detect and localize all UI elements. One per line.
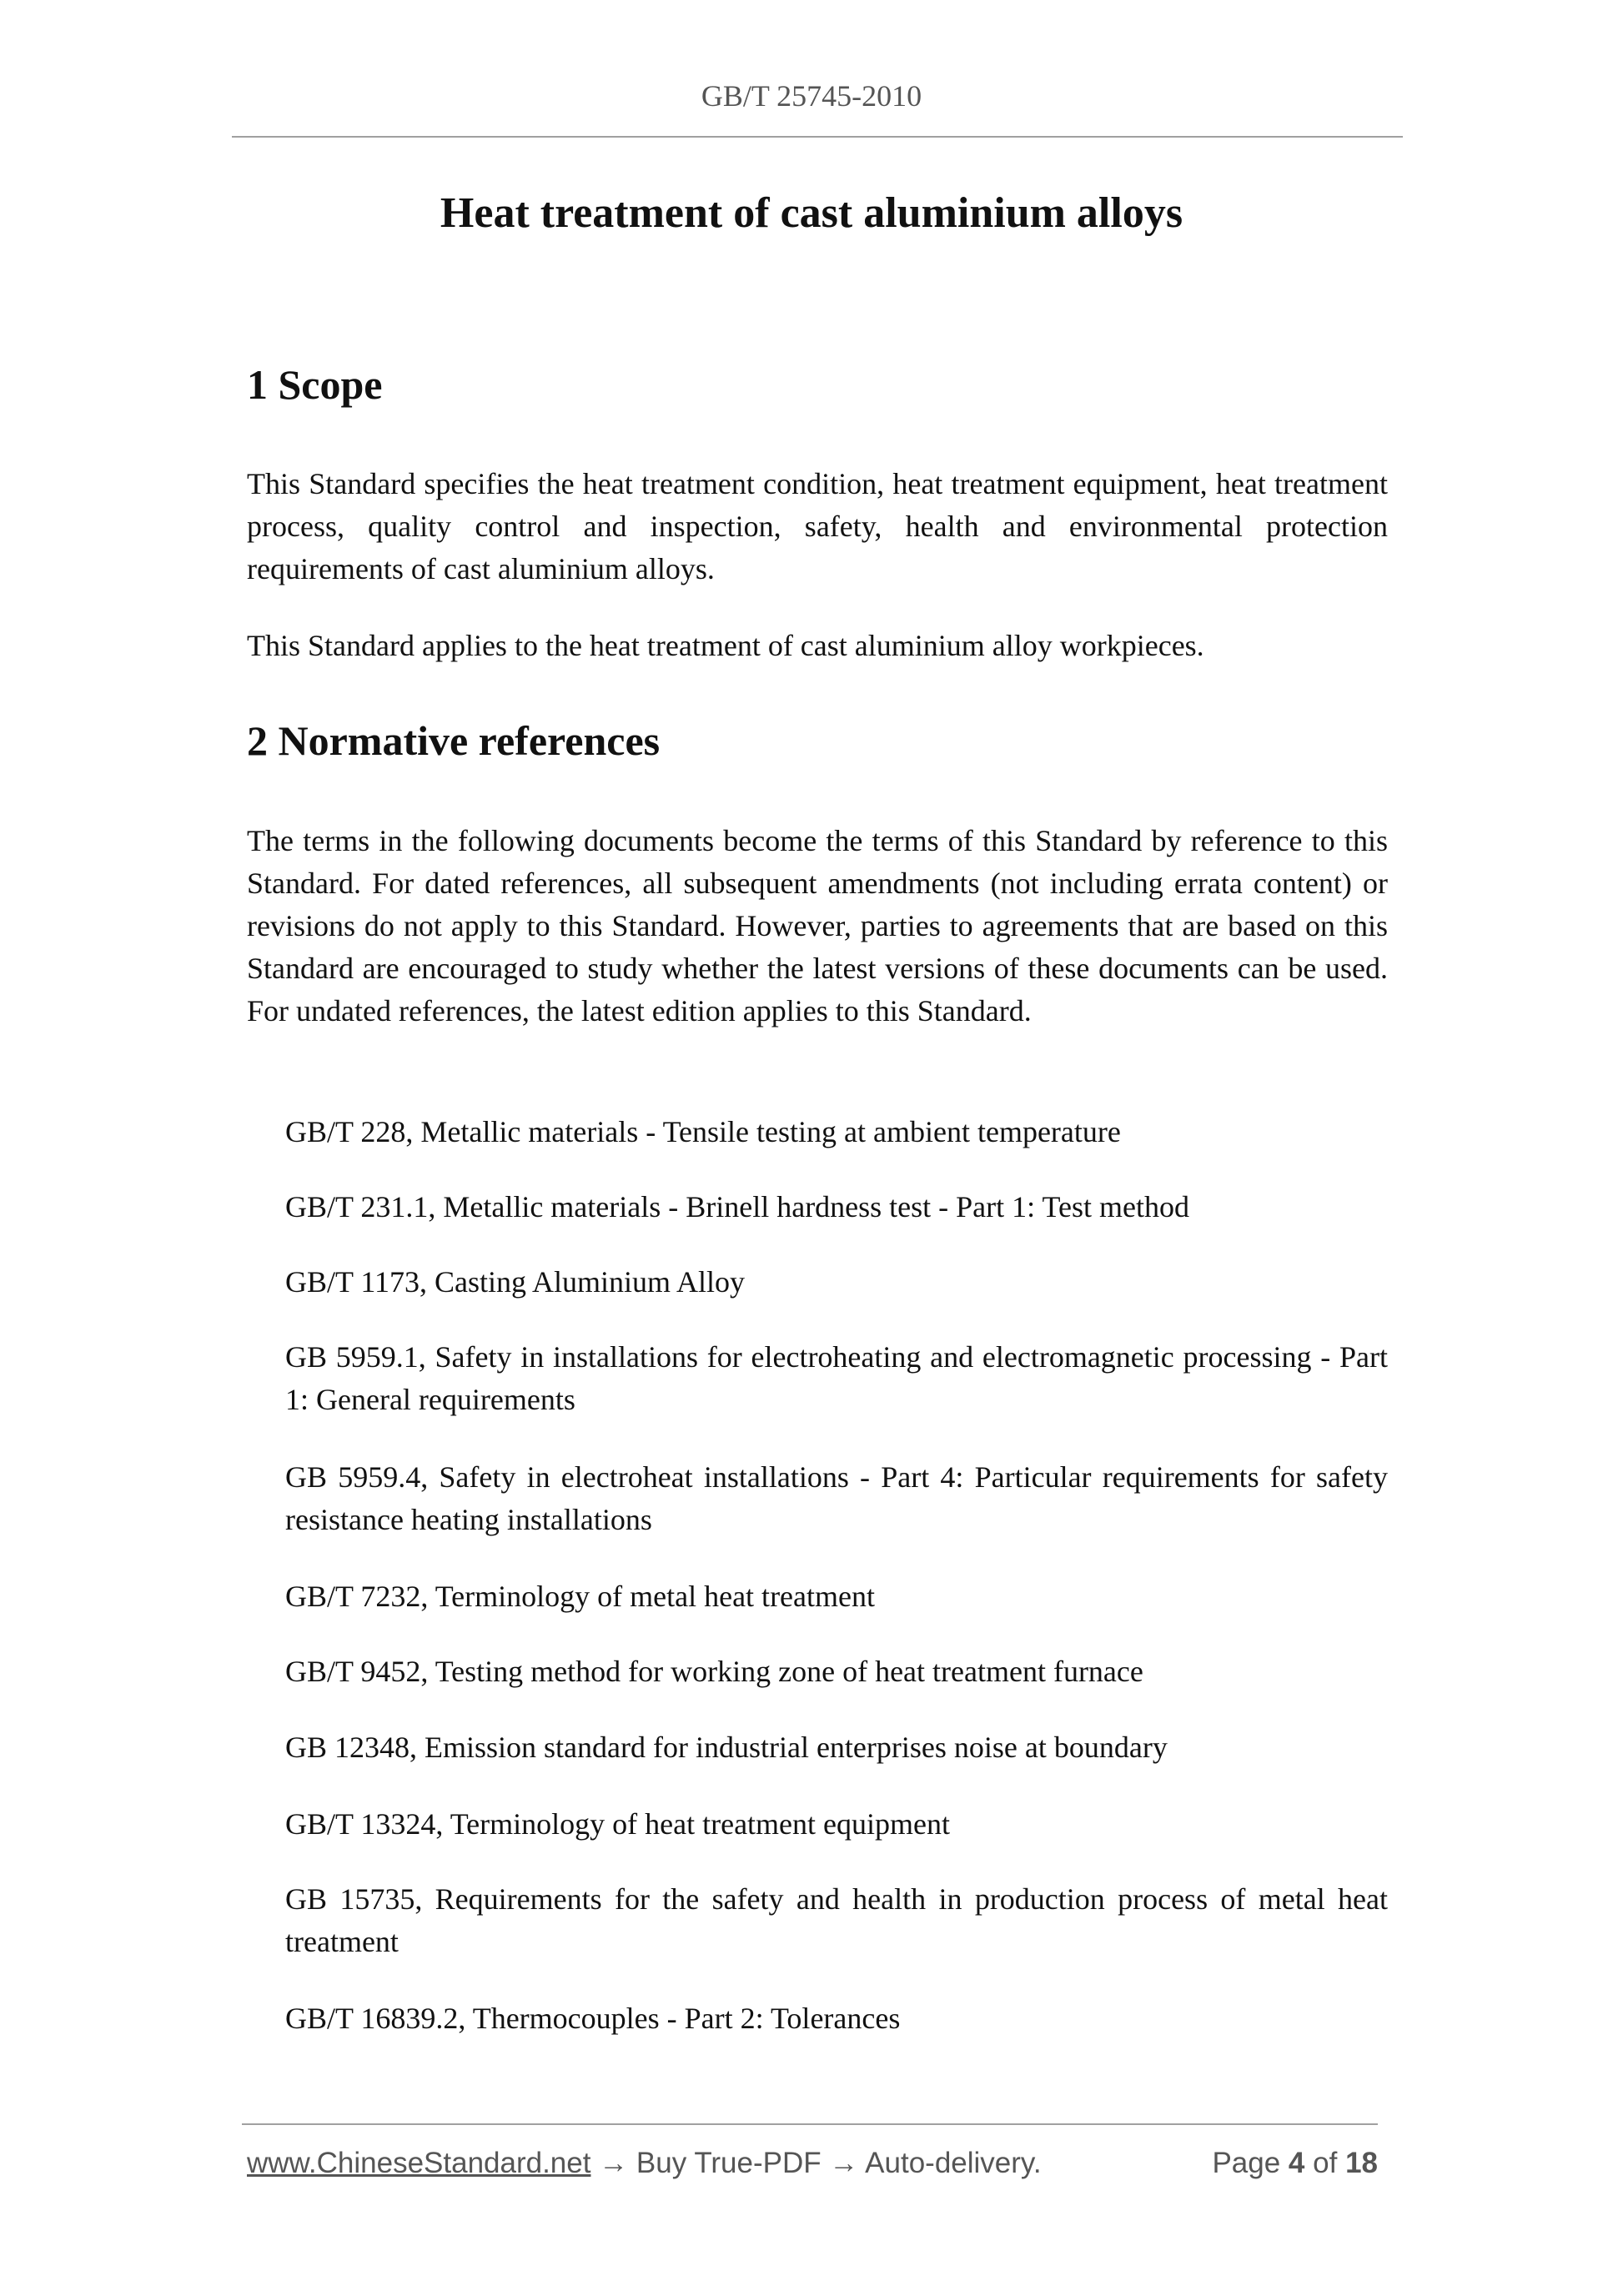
of-label: of bbox=[1313, 2147, 1338, 2179]
reference-item: GB/T 231.1, Metallic materials - Brinell hardness test - Part 1: Test method bbox=[285, 1190, 1189, 1223]
page-footer bbox=[247, 2147, 1378, 2180]
reference-item: GB/T 228, Metallic materials - Tensile testing at ambient temperature bbox=[285, 1115, 1121, 1148]
footer-promo bbox=[247, 2147, 1042, 2180]
paragraph: This Standard specifies the heat treatment condition, heat treatment equipment, heat treatment process, quality control and inspection, safety, health and environmental protection requirements of cast aluminium alloys. bbox=[247, 467, 1388, 585]
reference-item: GB 5959.1, Safety in installations for electroheating and electromagnetic processing - Part 1: General requirements bbox=[285, 1340, 1388, 1416]
paragraph: The terms in the following documents become the terms of this Standard by reference to this Standard. For dated references, all subsequent amendments (not including errata content) or revisions do not apply to this Standard. However, parties to agreements that are based on this Standard are encouraged to study whether the latest versions of these documents can be used. For undated references, the latest edition applies to this Standard. bbox=[247, 824, 1388, 1027]
current-page: 4 bbox=[1288, 2147, 1305, 2179]
section-heading-normative-references: 2 Normative references bbox=[247, 717, 661, 764]
reference-item: GB/T 1173, Casting Aluminium Alloy bbox=[285, 1265, 746, 1299]
page-number bbox=[1212, 2147, 1378, 2180]
page-label: Page bbox=[1212, 2147, 1281, 2179]
document-title: Heat treatment of cast aluminium alloys bbox=[440, 189, 1183, 237]
reference-item: GB 12348, Emission standard for industrial enterprises noise at boundary bbox=[285, 1731, 1168, 1764]
website-link[interactable]: www.ChineseStandard.net bbox=[247, 2147, 591, 2179]
footer-divider bbox=[242, 2123, 1378, 2125]
reference-item: GB/T 7232, Terminology of metal heat treatment bbox=[285, 1580, 875, 1613]
reference-item: GB 15735, Requirements for the safety and health in production process of metal heat treatment bbox=[285, 1882, 1388, 1958]
footer-tagline: → Buy True-PDF → Auto-delivery. bbox=[590, 2147, 1042, 2179]
reference-item: GB/T 13324, Terminology of heat treatment equipment bbox=[285, 1807, 950, 1841]
reference-item: GB/T 9452, Testing method for working zone of heat treatment furnace bbox=[285, 1655, 1143, 1688]
document-header: GB/T 25745-2010 bbox=[701, 79, 922, 113]
reference-item: GB/T 16839.2, Thermocouples - Part 2: Tolerances bbox=[285, 2002, 901, 2035]
paragraph: This Standard applies to the heat treatment of cast aluminium alloy workpieces. bbox=[247, 629, 1204, 662]
reference-item: GB 5959.4, Safety in electroheat installations - Part 4: Particular requirements for safety resistance heating installations bbox=[285, 1460, 1388, 1536]
total-pages: 18 bbox=[1345, 2147, 1378, 2179]
section-heading-scope: 1 Scope bbox=[247, 361, 383, 408]
header-divider bbox=[232, 136, 1403, 138]
